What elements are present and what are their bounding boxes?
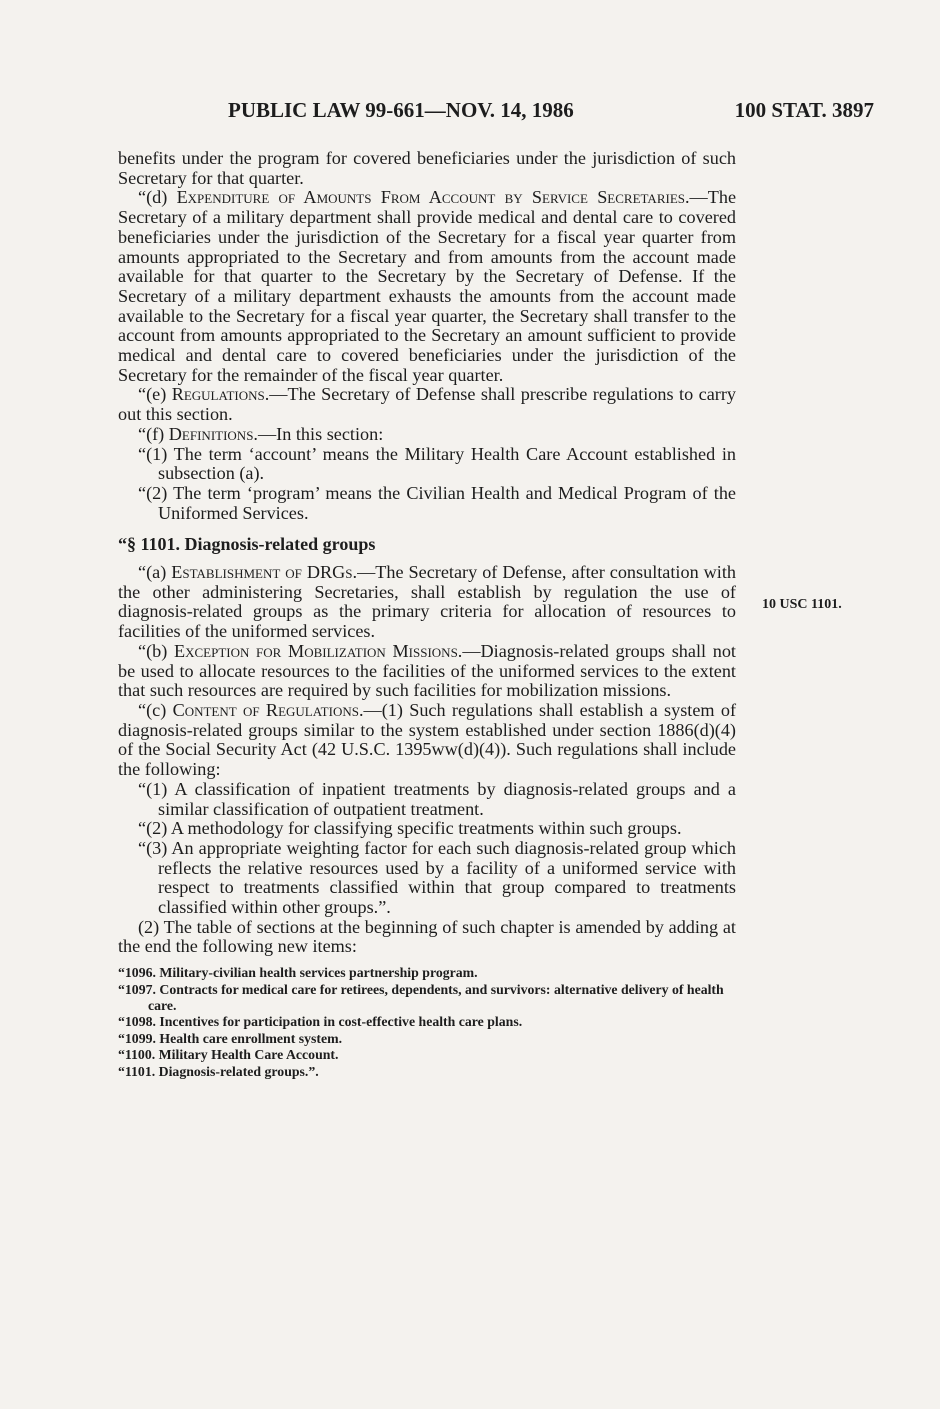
- subsection-c-heading: Content of Regulations.: [172, 699, 364, 720]
- subsection-a-heading: Establishment of DRGs.: [171, 562, 358, 583]
- subsection-e: “(e) Regulations.—The Secretary of Defense shall prescribe regulations to carry out this section.: [118, 384, 736, 425]
- toc-item: “1101. Diagnosis-related groups.”.: [118, 1063, 319, 1079]
- paragraph-continuation: benefits under the program for covered beneficiaries under the jurisdiction of such Secretary for that quarter.: [118, 148, 736, 188]
- regulation-item-2: “(2) A methodology for classifying specific treatments within such groups.: [138, 818, 682, 839]
- section-heading: “§ 1101. Diagnosis-related groups: [118, 534, 376, 555]
- margin-citation: 10 USC 1101.: [762, 597, 842, 612]
- table-amendment-paragraph: (2) The table of sections at the beginning of such chapter is amended by adding at the end the following new items:: [118, 916, 736, 957]
- table-of-sections: [118, 965, 736, 1080]
- definition-2: “(2) The term ‘program’ means the Civilian Health and Medical Program of the Uniformed Services.: [138, 482, 736, 523]
- subsection-b: “(b) Exception for Mobilization Missions.—Diagnosis-related groups shall not be used to allocate resources to the facilities of the uniformed services to the extent that such resources are required by such facilities for mobilization missions.: [118, 640, 736, 701]
- toc-item: “1096. Military-civilian health services partnership program.: [118, 965, 478, 981]
- subsection-a: “(a) Establishment of DRGs.—The Secretary of Defense, after consultation with the other administering Secretaries, shall establish by regulation the use of diagnosis-related groups as the primary criteria for allocation of resources to facilities of the uniformed services.: [118, 562, 737, 642]
- subsection-d-heading: Expenditure of Amounts From Account by Service Secretaries.: [176, 187, 690, 208]
- subsection-d: “(d) Expenditure of Amounts From Account by Service Secretaries.—The Secretary of a military department shall provide medical and dental care to covered beneficiaries under the jurisdiction of the Secretary for a fiscal year quarter from amounts appropriated to the Secretary and from amounts from the account made available for that quarter to the Secretary by the Secretary of Defense. If the Secretary of a military department exhausts the amounts from the account made available to the Secretary for a fiscal year quarter, the Secretary shall transfer to the account from amounts appropriated to the Secretary an amount sufficient to provide medical and dental care to covered beneficiaries under the jurisdiction of the Secretary for the remainder of the fiscal year quarter.: [118, 187, 737, 385]
- stat-page-number: 100 STAT. 3897: [734, 98, 874, 122]
- toc-item: “1097. Contracts for medical care for retirees, dependents, and survivors: alternative delivery of health care.: [118, 981, 724, 1013]
- public-law-title: PUBLIC LAW 99-661—NOV. 14, 1986: [228, 98, 574, 122]
- document-body: [118, 149, 736, 1080]
- regulation-item-1: “(1) A classification of inpatient treatments by diagnosis-related groups and a similar classification of outpatient treatment.: [138, 778, 736, 819]
- subsection-b-heading: Exception for Mobilization Missions.: [173, 640, 463, 661]
- toc-item: “1099. Health care enrollment system.: [118, 1030, 343, 1046]
- definition-1: “(1) The term ‘account’ means the Military Health Care Account established in subsection (a).: [138, 443, 736, 484]
- subsection-c: “(c) Content of Regulations.—(1) Such regulations shall establish a system of diagnosis-related groups similar to the system established under section 1886(d)(4) of the Social Security Act (42 U.S.C. 1395ww(d)(4)). Such regulations shall include the following:: [118, 699, 737, 780]
- subsection-f: “(f) Definitions.—In this section:: [138, 423, 384, 444]
- subsection-f-heading: Definitions.: [168, 423, 258, 444]
- subsection-e-heading: Regulations.: [171, 384, 270, 405]
- toc-item: “1100. Military Health Care Account.: [118, 1047, 339, 1063]
- toc-item: “1098. Incentives for participation in cost-effective health care plans.: [118, 1014, 523, 1030]
- regulation-item-3: “(3) An appropriate weighting factor for each such diagnosis-related group which reflects the relative resources used by a facility of a uniformed service with respect to treatments classified within that group compared to treatments classified within other groups.”.: [138, 837, 736, 918]
